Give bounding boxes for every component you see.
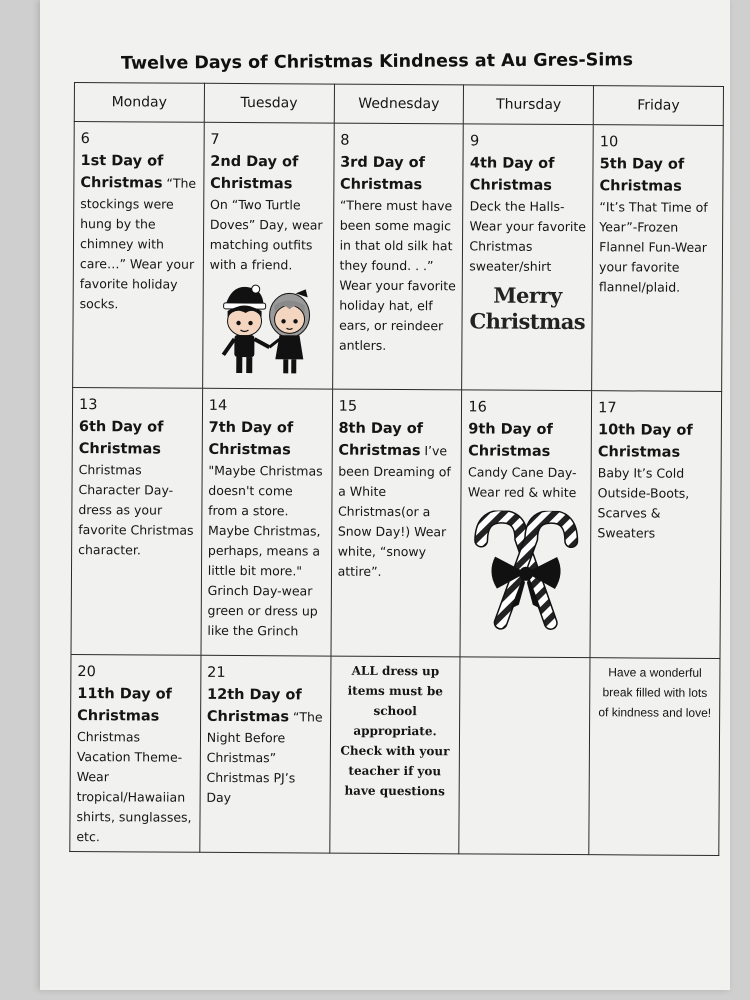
day-cell-17 [590,391,721,659]
day-text: Candy Cane Day-Wear red & white [467,464,577,501]
day-text: “The stockings were hung by the chimney with care…” Wear your favorite holiday socks. [79,175,197,312]
day-cell-7 [202,122,333,389]
day-cell-15 [331,389,462,657]
merry-christmas-icon: Merry Christmas [469,282,586,335]
day-cell-9 [462,124,593,391]
header-wednesday: Wednesday [334,84,464,124]
farewell-message: Have a wonderful break filled with lots of kindness and love! [589,658,720,856]
day-heading: 5th Day of Christmas [599,156,685,195]
day-number: 17 [598,400,617,417]
day-number: 13 [78,397,98,414]
day-text: “The Night Before Christmas” Christmas PJ’s Day [206,709,323,805]
day-heading: 4th Day of Christmas [469,155,555,194]
day-number: 10 [599,134,619,151]
day-cell-10 [592,125,723,392]
week-row-2 [71,387,722,658]
day-heading: 2nd Day of Christmas [210,153,299,193]
day-text: On “Two Turtle Doves” Day, wear matching outfits with a friend. [209,196,323,273]
day-heading: 11th Day of Christmas [77,686,172,725]
day-text: I’ve been Dreaming of a White Christmas(or a Snow Day!) Wear white, “snowy attire”. [337,443,451,579]
header-friday: Friday [593,86,723,126]
weekday-header-row [74,83,723,126]
day-heading: 12th Day of Christmas [206,686,302,726]
day-cell-13 [71,387,202,655]
day-number: 7 [210,131,220,148]
calendar-table [69,82,724,856]
day-heading: 6th Day of Christmas [78,419,164,458]
day-heading: 8th Day of Christmas [338,420,424,460]
day-text: Deck the Halls-Wear your favorite Christmas sweater/shirt [469,198,587,274]
week-row-1 [73,122,724,392]
day-number: 21 [207,664,226,681]
day-cell-14 [201,388,332,656]
day-text: "Maybe Christmas doesn't come from a store. Maybe Christmas, perhaps, means a little bit more." Grinch Day-wear green or dress up like the Grinch [207,462,323,639]
day-number: 16 [468,399,487,416]
day-text: “It’s That Time of Year”-Frozen Flannel Fun-Wear your favorite flannel/plaid. [598,199,708,295]
header-tuesday: Tuesday [204,83,334,123]
day-cell-21 [200,655,331,853]
day-heading: 7th Day of Christmas [208,419,294,459]
day-text: Baby It’s Cold Outside-Boots, Scarves & Sweaters [597,465,690,541]
day-number: 6 [80,131,90,148]
header-monday: Monday [74,83,204,123]
day-heading: 1st Day of Christmas [80,153,164,192]
day-number: 9 [469,133,480,150]
empty-cell [459,657,590,855]
day-cell-6 [73,122,204,389]
day-text: Christmas Vacation Theme-Wear tropical/Hawaiian shirts, sunglasses, etc. [76,729,192,845]
day-number: 14 [208,397,228,414]
day-text: “There must have been some magic in that old silk hat they found. . .” Wear your favorite holiday hat, elf ears, or reindeer antlers. [338,197,456,353]
day-number: 8 [340,132,350,149]
candy-cane-icon [467,510,586,631]
day-cell-16 [460,390,591,658]
week-row-3 [70,654,720,855]
day-heading: 10th Day of Christmas [597,422,693,461]
header-thursday: Thursday [464,85,594,125]
day-number: 20 [77,664,96,681]
day-cell-8 [332,123,463,390]
day-number: 15 [338,398,358,415]
page-title: Twelve Days of Christmas Kindness at Au Gres-Sims [120,50,634,74]
day-heading: 3rd Day of Christmas [339,154,425,194]
day-heading: 9th Day of Christmas [468,421,553,460]
day-text: Christmas Character Day-dress as your favorite Christmas character. [78,462,194,558]
dress-code-note: ALL dress up items must be school appropriate. Check with your teacher if you have questions [329,656,460,854]
kids-clipart-icon [211,283,324,382]
day-cell-20 [70,654,201,852]
